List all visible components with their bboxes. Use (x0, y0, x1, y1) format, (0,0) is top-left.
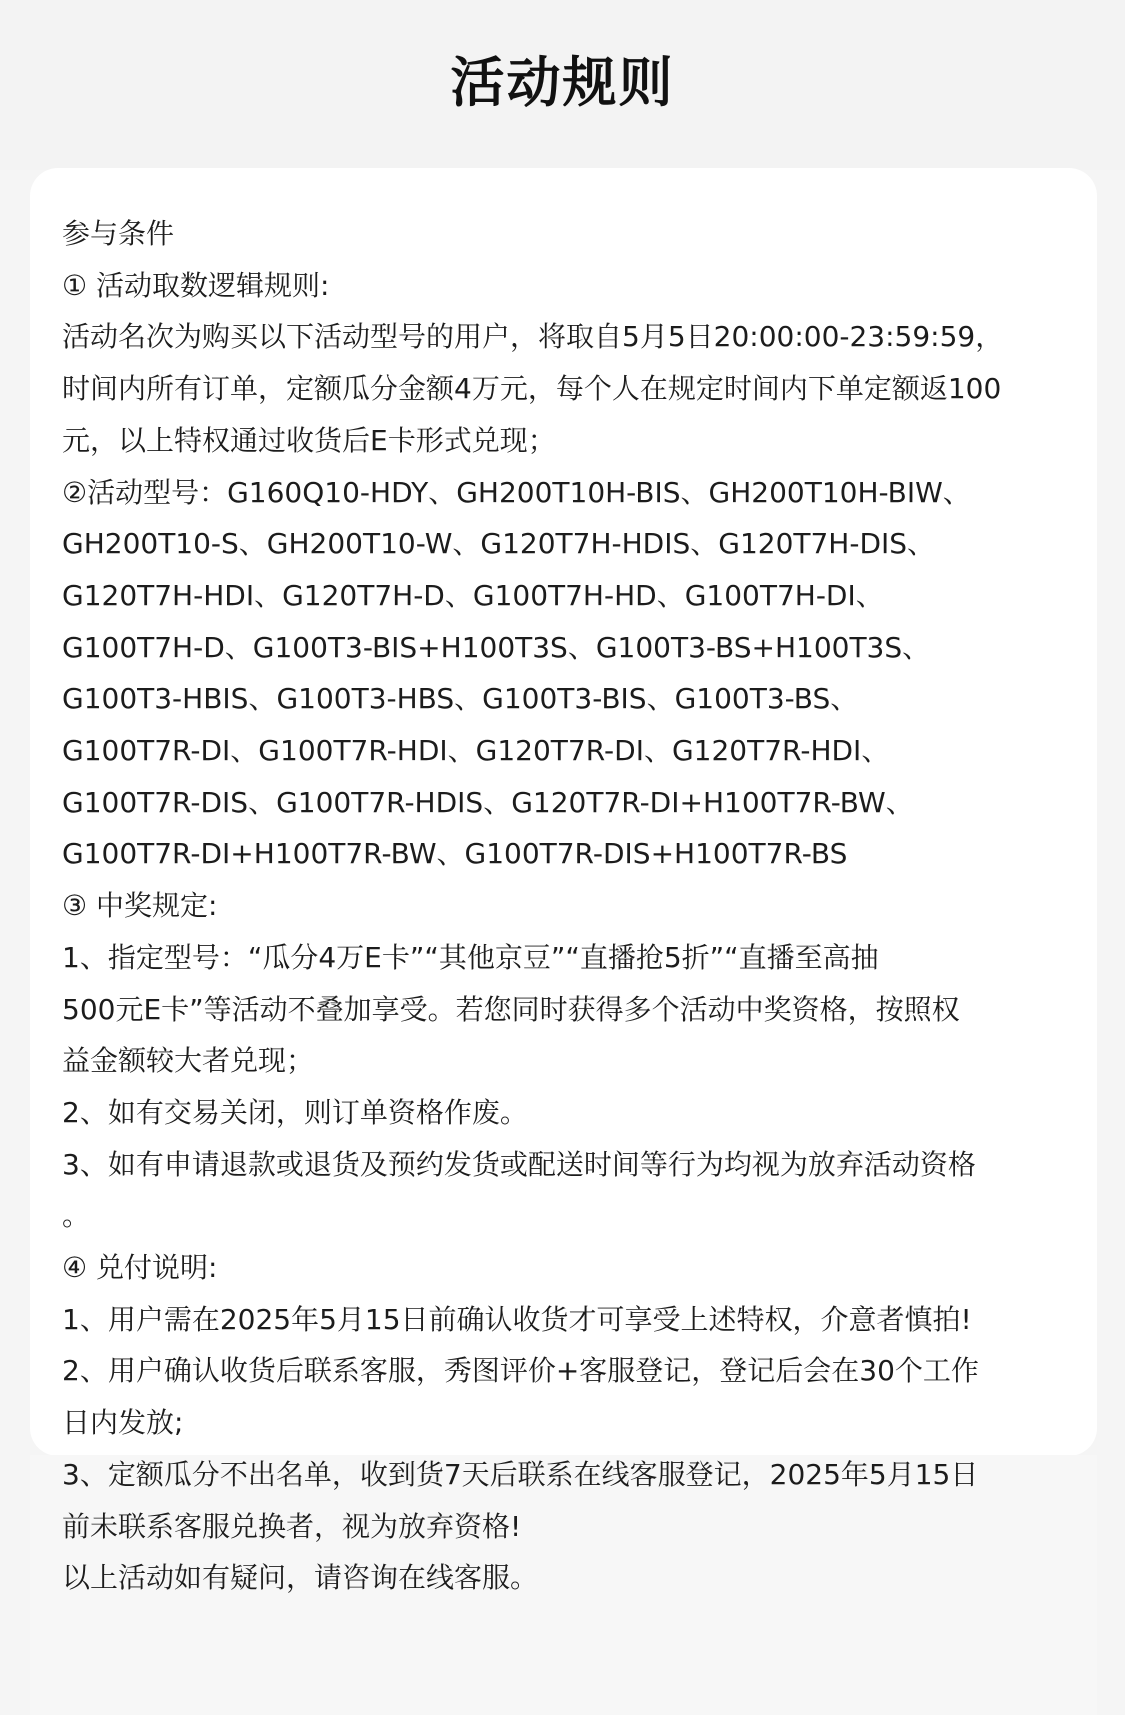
rule-line: 3、如有申请退款或退货及预约发货或配送时间等行为均视为放弃活动资格 (62, 1147, 976, 1181)
section-heading-winning: ③ 中奖规定: (62, 889, 218, 923)
rule-line: 1、指定型号：“瓜分4万E卡”“其他京豆”“直播抢5折”“直播至高抽 (62, 940, 879, 974)
rule-line: 2、如有交易关闭，则订单资格作废。 (62, 1095, 528, 1129)
rule-line: 前未联系客服兑换者，视为放弃资格! (62, 1509, 522, 1543)
section-heading-conditions: 参与条件 (62, 217, 175, 250)
page-title: 活动规则 (450, 51, 675, 114)
section-heading-logic: ① 活动取数逻辑规则: (62, 268, 330, 302)
rule-line: 3、定额瓜分不出名单，收到货7天后联系在线客服登记，2025年5月15日 (62, 1457, 979, 1491)
rule-line: 益金额较大者兑现； (62, 1044, 315, 1078)
rule-line: 1、用户需在2025年5月15日前确认收货才可享受上述特权，介意者慎拍! (62, 1302, 972, 1336)
rule-line: 2、用户确认收货后联系客服，秀图评价+客服登记，登记后会在30个工作 (62, 1354, 979, 1388)
rule-line: 元，以上特权通过收货后E卡形式兑现； (62, 423, 556, 457)
closing-note: 以上活动如有疑问，请咨询在线客服。 (62, 1561, 539, 1595)
section-heading-redemption: ④ 兑付说明: (62, 1251, 218, 1285)
rule-line: 日内发放; (62, 1406, 184, 1440)
rules-content (62, 208, 1072, 1604)
rule-line: 活动名次为购买以下活动型号的用户，将取自5月5日20:00:00-23:59:59， (62, 320, 1004, 354)
model-list-line: GH200T10-S、GH200T10-W、G120T7H-HDIS、G120T7H-DIS、 (62, 527, 936, 561)
rule-line: 500元E卡”等活动不叠加享受。若您同时获得多个活动中奖资格，按照权 (62, 992, 960, 1026)
model-list-line: ②活动型号：G160Q10-HDY、GH200T10H-BIS、GH200T10H-BIW、 (62, 475, 971, 509)
rule-line: 。 (62, 1199, 91, 1233)
model-list-line: G100T7R-DIS、G100T7R-HDIS、G120T7R-DI+H100T7R-BW、 (62, 785, 914, 819)
model-list-line: G120T7H-HDI、G120T7H-D、G100T7H-HD、G100T7H-DI、 (62, 578, 884, 612)
model-list-line: G100T7R-DI+H100T7R-BW、G100T7R-DIS+H100T7R-BS (62, 837, 848, 871)
model-list-line: G100T3-HBIS、G100T3-HBS、G100T3-BIS、G100T3-BS、 (62, 682, 859, 716)
model-list-line: G100T7R-DI、G100T7R-HDI、G120T7R-DI、G120T7R-HDI、 (62, 734, 890, 768)
rule-line: 时间内所有订单，定额瓜分金额4万元，每个人在规定时间内下单定额返100 (62, 372, 1002, 406)
model-list-line: G100T7H-D、G100T3-BIS+H100T3S、G100T3-BS+H100T3S、 (62, 630, 931, 664)
